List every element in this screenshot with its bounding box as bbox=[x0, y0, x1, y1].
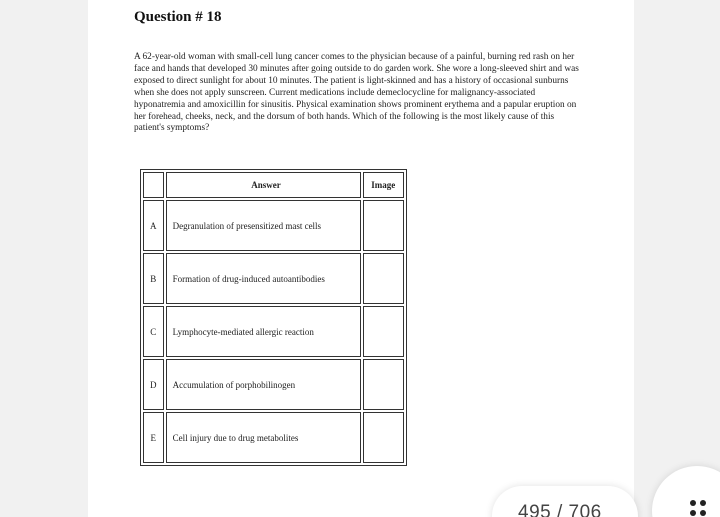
option-image-cell bbox=[363, 200, 405, 251]
document-page bbox=[88, 0, 634, 517]
option-text: Lymphocyte-mediated allergic reaction bbox=[166, 306, 361, 357]
option-image-cell bbox=[363, 412, 405, 463]
page-indicator[interactable] bbox=[492, 486, 638, 517]
header-letter-cell bbox=[143, 172, 164, 198]
option-letter: E bbox=[143, 412, 164, 463]
header-answer: Answer bbox=[166, 172, 361, 198]
option-image-cell bbox=[363, 253, 405, 304]
page-counter: 495 / 706 bbox=[518, 502, 602, 517]
answer-row-b[interactable] bbox=[143, 253, 404, 304]
answer-table bbox=[140, 169, 407, 466]
more-options-button[interactable] bbox=[652, 466, 720, 517]
answer-row-d[interactable] bbox=[143, 359, 404, 410]
answer-table-header bbox=[143, 172, 404, 198]
option-letter: B bbox=[143, 253, 164, 304]
more-options-icon bbox=[690, 500, 714, 517]
option-text: Degranulation of presensitized mast cells bbox=[166, 200, 361, 251]
option-letter: A bbox=[143, 200, 164, 251]
option-letter: C bbox=[143, 306, 164, 357]
answer-row-a[interactable] bbox=[143, 200, 404, 251]
option-letter: D bbox=[143, 359, 164, 410]
answer-row-c[interactable] bbox=[143, 306, 404, 357]
header-image: Image bbox=[363, 172, 405, 198]
option-text: Cell injury due to drug metabolites bbox=[166, 412, 361, 463]
question-text: A 62-year-old woman with small-cell lung cancer comes to the physician because of a painful, burning red rash on her face and hands that developed 30 minutes after going outside to do garden work. She wore a long-sleeved shirt and was exposed to direct sunlight for about 10 minutes. The patient is light-skinned and has a history of occasional sunburns when she does not apply sunscreen. Current medications include demeclocycline for malignancy-associated hyponatremia and amoxicillin for sinusitis. Physical examination shows prominent erythema and a papular eruption on her forehead, cheeks, neck, and the dorsum of both hands. Which of the following is the most likely cause of this patient's symptoms? bbox=[134, 52, 579, 134]
option-text: Accumulation of porphobilinogen bbox=[166, 359, 361, 410]
option-image-cell bbox=[363, 359, 405, 410]
option-image-cell bbox=[363, 306, 405, 357]
option-text: Formation of drug-induced autoantibodies bbox=[166, 253, 361, 304]
question-title: Question # 18 bbox=[134, 9, 222, 25]
answer-row-e[interactable] bbox=[143, 412, 404, 463]
